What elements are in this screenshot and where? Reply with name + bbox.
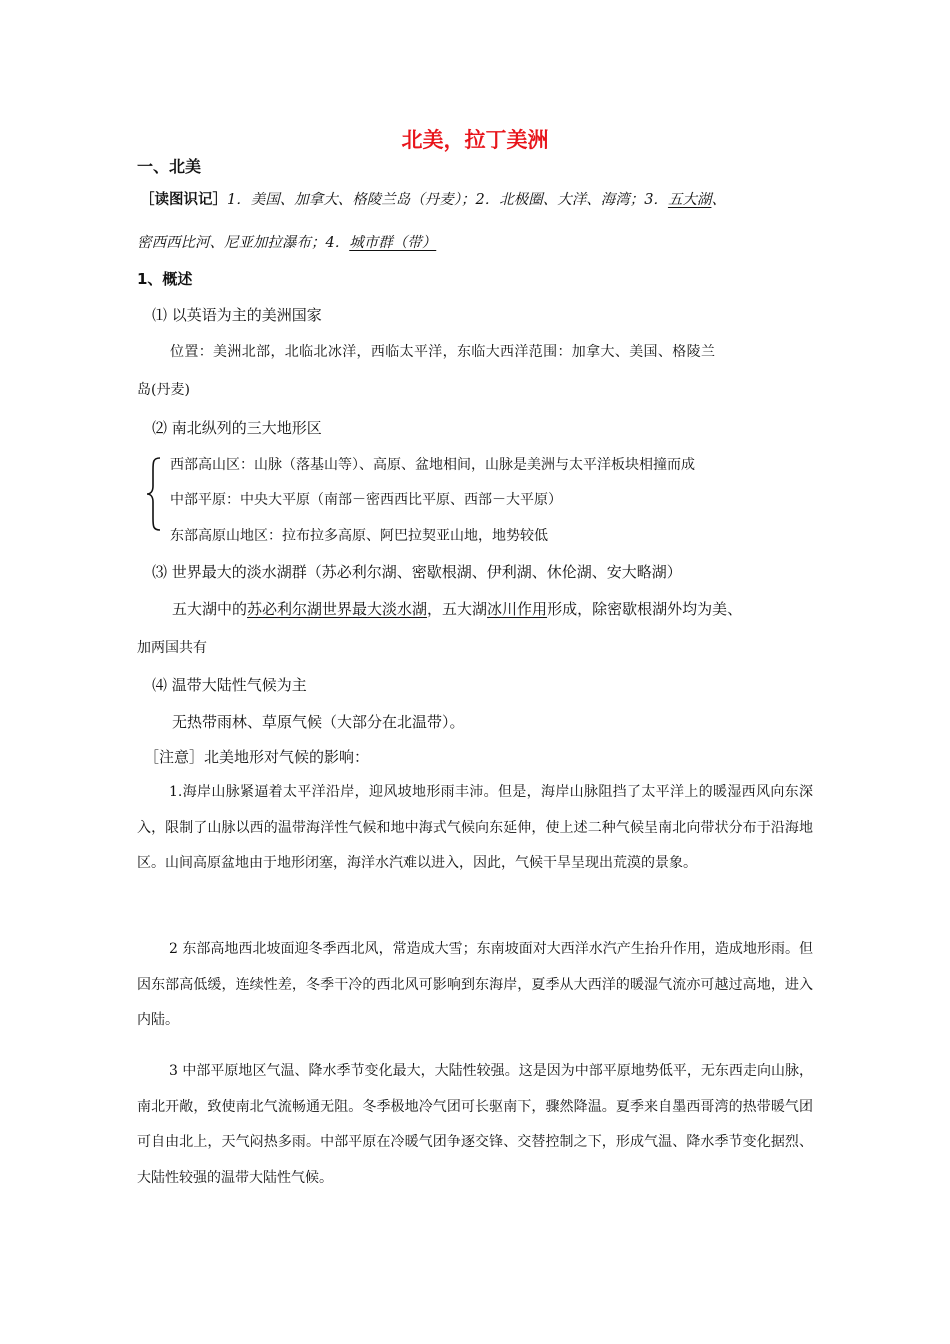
reading-map-line-1: ［读图识记］1．美国、加拿大、格陵兰岛（丹麦）；2．北极圈、大洋、海湾；3．五大湖、 — [140, 192, 726, 208]
lakes-line-2: 加两国共有 — [137, 640, 207, 656]
great-lakes-term: 五大湖 — [667, 192, 712, 208]
paragraph-central-plains: 3 中部平原地区气温、降水季节变化最大，大陆性较强。这是因为中部平原地势低平，无东西走向山脉，南北开敞，致使南北气流畅通无阻。冬季极地冷气团可长驱南下，骤然降温。夏季来自墨西哥湾的热带暖气团可自由北上，天气闷热多雨。中部平原在冷暖气团争逐交锋、交替控制之下，形成气温、降水季节变化据烈、大陆性较强的温带大陆性气候。 — [137, 1063, 813, 1186]
terrain-west: 西部高山区：山脉（落基山等）、高原、盆地相间，山脉是美洲与太平洋板块相撞而成 — [170, 457, 695, 473]
paragraph-coastal-mountains: 1.海岸山脉紧逼着太平洋沿岸，迎风坡地形雨丰沛。但是，海岸山脉阻挡了太平洋上的暖湿西风向东深入，限制了山脉以西的温带海洋性气候和地中海式气候向东延伸，使上述二种气候呈南北向带状分布于沿海地区。山间高原盆地由于地形闭塞，海洋水汽难以进入，因此，气候干旱呈现出荒漠的景象。 — [137, 784, 813, 871]
terrain-middle: 中部平原：中央大平原（南部－密西西比平原、西部－大平原） — [170, 492, 562, 508]
superior-lake-fact: 苏必利尔湖世界最大淡水湖 — [247, 600, 428, 618]
climate-note: 无热带雨林、草原气候（大部分在北温带）。 — [172, 713, 465, 731]
glacier-action-term: 冰川作用 — [487, 600, 548, 618]
item-3: ⑶ 世界最大的淡水湖群（苏必利尔湖、密歇根湖、伊利湖、休伦湖、安大略湖） — [152, 563, 682, 581]
city-cluster-term: 城市群（带） — [349, 235, 437, 251]
item-1: ⑴ 以英语为主的美洲国家 — [152, 306, 322, 324]
item-2: ⑵ 南北纵列的三大地形区 — [152, 419, 322, 437]
location-line-1: 位置：美洲北部，北临北冰洋，西临太平洋，东临大西洋范围：加拿大、美国、格陵兰 — [170, 344, 716, 360]
notice-heading: ［注意］北美地形对气候的影响： — [144, 748, 370, 766]
subsection-heading-overview: 1、概述 — [137, 270, 193, 288]
location-line-2: 岛(丹麦) — [137, 382, 190, 398]
section-heading-north-america: 一、北美 — [137, 157, 202, 176]
curly-brace-icon — [146, 456, 162, 532]
terrain-east: 东部高原山地区：拉布拉多高原、阿巴拉契亚山地，地势较低 — [170, 528, 548, 544]
item-4: ⑷ 温带大陆性气候为主 — [152, 676, 307, 694]
page-title: 北美，拉丁美洲 — [401, 128, 549, 152]
paragraph-eastern-highlands: 2 东部高地西北坡面迎冬季西北风，常造成大雪；东南坡面对大西洋水汽产生抬升作用，造成地形雨。但因东部高低缓，连续性差，冬季干冷的西北风可影响到东海岸，夏季从大西洋的暖湿气流亦可越过高地，进入内陆。 — [137, 941, 813, 1028]
reading-map-label: ［读图识记］ — [140, 192, 227, 208]
lakes-line-1: 五大湖中的苏必利尔湖世界最大淡水湖，五大湖冰川作用形成，除密歇根湖外均为美、 — [172, 600, 743, 618]
reading-map-line-2: 密西西比河、尼亚加拉瀑布；4．城市群（带） — [137, 235, 437, 251]
